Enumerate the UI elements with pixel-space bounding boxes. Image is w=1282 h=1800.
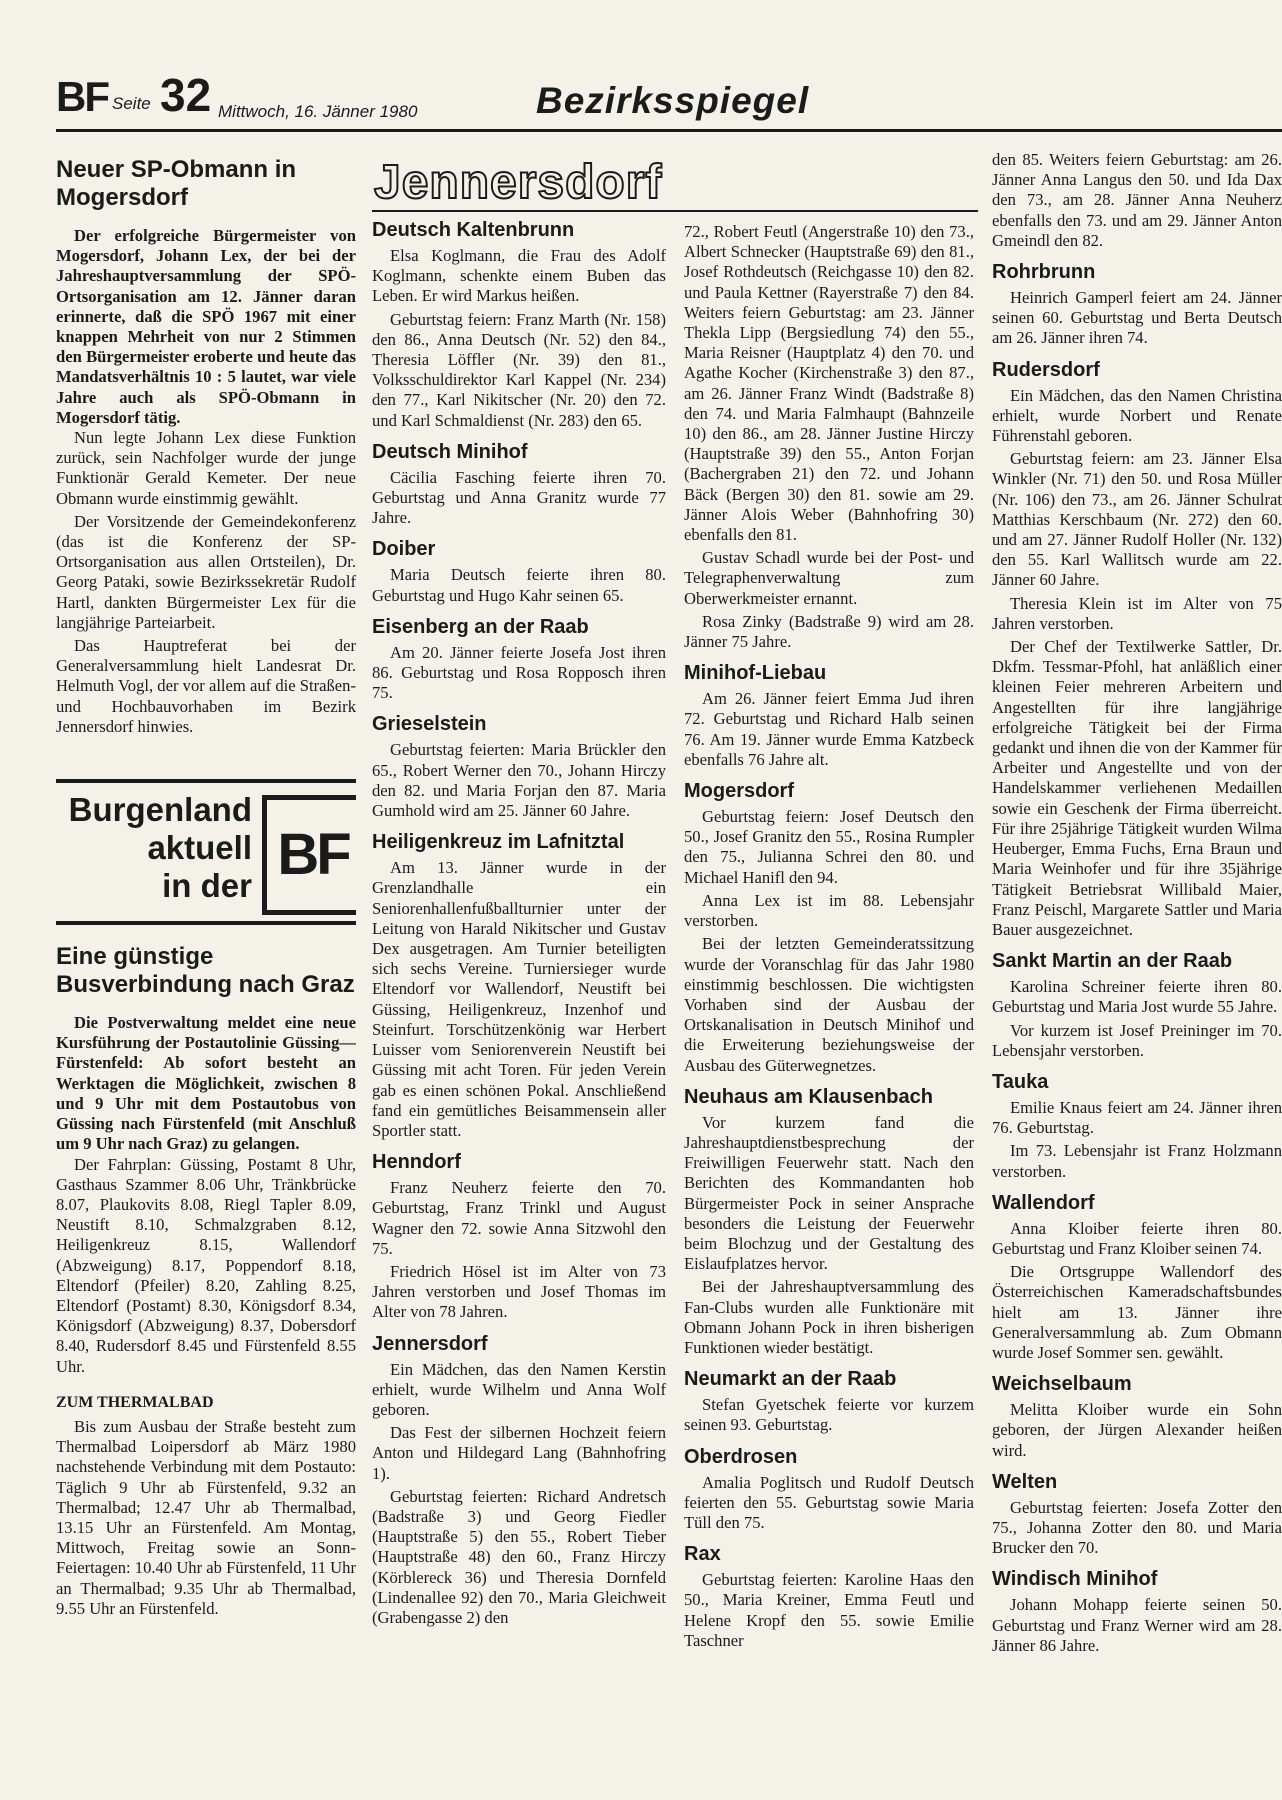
paragraph: Geburtstag feierten: Richard Andretsch (Badstraße 3) und Georg Fiedler (Hauptstraße 5) den 55., Robert Tieber (Hauptstraße 48) den 60., Franz Hirczy (Körblereck 36) und Theresia Dornfeld (Lindenallee 92) den 70., Maria Gleichweit (Grabengasse 2) den xyxy=(372,1486,666,1627)
village-section-heiligenkreuz-im-lafnitztal xyxy=(372,830,666,1141)
article-body-obmann xyxy=(56,428,356,737)
paragraph: Amalia Poglitsch und Rudolf Deutsch feierten den 55. Geburtstag sowie Maria Tüll den 75. xyxy=(684,1472,974,1532)
village-section-windisch-minihof xyxy=(992,1567,1282,1656)
paragraph: Stefan Gyetschek feierte vor kurzem seinen 93. Geburtstag. xyxy=(684,1395,974,1435)
paragraph: Maria Deutsch feierte ihren 80. Geburtstag und Hugo Kahr seinen 65. xyxy=(372,565,666,605)
paragraph: Elsa Koglmann, die Frau des Adolf Koglmann, schenkte einem Buben das Leben. Er wird Markus heißen. xyxy=(372,246,666,306)
village-section-continued xyxy=(684,222,974,652)
paragraph: Geburtstag feiern: Josef Deutsch den 50., Josef Granitz den 55., Rosina Rumpler den 75., Julianna Schrei den 80. und Michael Hanifl den 94. xyxy=(684,807,974,887)
village-heading: Wallendorf xyxy=(992,1191,1095,1214)
paragraph: Das Fest der silbernen Hochzeit feiern Anton und Hildegard Lang (Bahnhofring 1). xyxy=(372,1423,666,1483)
paragraph: Am 13. Jänner wurde in der Grenzlandhalle ein Seniorenhallenfußballturnier unter der Leitung von Harald Nikitscher und Gustav Dex ausgetragen. Am Turnier beteiligten sich sechs Vereine. Turniersieger wurde Eltendorf vor Wallendorf, Neustift bei Güssing, Heiligenkreuz, Inzenhof und Steinfurt. Torschützenkönig war Herbert Luisser vom Seniorenverein Neustift bei Güssing mit acht Toren. Für jeden Verein gab es einen schönen Pokal. Anschließend fand ein gemütliches Beisammensein aller Sportler statt. xyxy=(372,858,666,1140)
paragraph: Im 73. Lebensjahr ist Franz Holzmann verstorben. xyxy=(992,1141,1282,1181)
village-heading: Henndorf xyxy=(372,1151,461,1174)
village-section-tauka xyxy=(992,1070,1282,1182)
header-rule xyxy=(56,129,1282,132)
village-section-continued xyxy=(992,150,1282,251)
article-headline-obmann: Neuer SP-Obmann in Mogersdorf xyxy=(56,156,297,211)
column-1 xyxy=(56,138,356,1780)
village-section-minihof-liebau xyxy=(684,661,974,770)
region-title-graphic xyxy=(372,150,992,210)
paragraph: Karolina Schreiner feierte ihren 80. Geburtstag und Maria Jost wurde 55 Jahre. xyxy=(992,977,1282,1017)
village-heading: Tauka xyxy=(992,1070,1049,1093)
paragraph: Johann Mohapp feierte seinen 50. Geburtstag und Franz Werner wird am 28. Jänner 86 Jahre. xyxy=(992,1595,1282,1655)
column-4 xyxy=(992,150,1282,1780)
village-heading: Mogersdorf xyxy=(684,780,794,803)
village-heading: Oberdrosen xyxy=(684,1445,798,1468)
village-heading: Deutsch Kaltenbrunn xyxy=(372,219,575,241)
village-heading: Windisch Minihof xyxy=(992,1568,1158,1591)
paragraph: Gustav Schadl wurde bei der Post- und Telegraphenverwaltung zum Oberwerkmeister ernannt. xyxy=(684,548,974,608)
paragraph: Emilie Knaus feiert am 24. Jänner ihren 76. Geburtstag. xyxy=(992,1097,1282,1138)
paragraph: Das Hauptreferat bei der Generalversammlung hielt Landesrat Dr. Helmuth Vogl, der vor allem auf die Straßen- und Hochbauvorhaben im Bezirk Jennersdorf hinwies. xyxy=(56,636,356,736)
article-lead-obmann xyxy=(56,226,356,428)
village-section-eisenberg-an-der-raab xyxy=(372,615,666,704)
page-number: 32 xyxy=(160,69,212,121)
paragraph: Bei der Jahreshauptversammlung des Fan-Clubs wurden alle Funktionäre mit Obmann Johann Pock in ihren bisherigen Funktionen wieder bestätigt. xyxy=(684,1277,974,1357)
village-heading: Rax xyxy=(684,1543,721,1566)
region-title: Jennersdorf xyxy=(374,156,663,209)
paragraph: Bei der letzten Gemeinderatssitzung wurde der Voranschlag für das Jahr 1980 einstimmig beschlossen. Die wichtigsten Vorhaben sind der Ausbau der Ortskanalisation in Deutsch Minihof und die Erweiterung beziehungsweise der Ausbau des Güterwegnetzes. xyxy=(684,934,974,1075)
village-heading: Heiligenkreuz im Lafnitztal xyxy=(372,831,625,854)
village-section-grieselstein xyxy=(372,712,666,821)
village-section-rohrbrunn xyxy=(992,260,1282,349)
promo-line: aktuell xyxy=(147,829,252,867)
paragraph: Rosa Zinky (Badstraße 9) wird am 28. Jänner 75 Jahre. xyxy=(684,611,974,652)
village-section-rudersdorf xyxy=(992,358,1282,940)
village-section-wallendorf xyxy=(992,1191,1282,1363)
village-section-jennersdorf xyxy=(372,1332,666,1629)
village-heading: Neumarkt an der Raab xyxy=(684,1368,897,1391)
village-heading: Rudersdorf xyxy=(992,358,1100,381)
article-lead-bus xyxy=(56,1013,356,1154)
issue-date: Mittwoch, 16. Jänner 1980 xyxy=(218,102,418,121)
paragraph: Der Fahrplan: Güssing, Postamt 8 Uhr, Gasthaus Szammer 8.06 Uhr, Tränkbrücke 8.07, Plaukovits 8.08, Riegl Tapler 8.09, Neustift 8.10, Schmalzgraben 8.12, Heiligenkreuz 8.15, Wallendorf (Abzweigung) 8.17, Poppendorf 8.18, Eltendorf (Pfeiler) 8.20, Zahling 8.25, Eltendorf (Postamt) 8.30, Königsdorf 8.34, Königsdorf (Abzweigung) 8.37, Dobersdorf 8.40, Rudersdorf 8.45 und Fürstenfeld 8.55 Uhr. xyxy=(56,1154,356,1376)
village-heading: Neuhaus am Klausenbach xyxy=(684,1085,933,1108)
column-2 xyxy=(372,218,666,1780)
village-heading: Weichselbaum xyxy=(992,1373,1132,1396)
promo-text xyxy=(62,791,252,905)
lead-paragraph: Der erfolgreiche Bürgermeister von Mogersdorf, Johann Lex, der bei der Jahreshauptversammlung der SPÖ-Ortsorganisation am 12. Jänner daran erinnerte, daß die SPÖ 1967 mit einer knappen Mehrheit von nur 2 Stimmen den Bürgermeister eroberte und heute das Mandatsverhältnis 10 : 5 lautet, war viele Jahre auch als SPÖ-Obmann in Mogersdorf tätig. xyxy=(56,226,356,427)
article-headline-bus: Eine günstige Busverbindung nach Graz xyxy=(56,943,355,999)
paragraph: Geburtstag feierten: Maria Brückler den 65., Robert Werner den 70., Johann Hirczy den 82. und Maria Forjan den 87. Maria Gumhold wird am 25. Jänner 60 Jahre. xyxy=(372,740,666,821)
paragraph: Am 20. Jänner feierte Josefa Jost ihren 86. Geburtstag und Rosa Ropposch ihren 75. xyxy=(372,642,666,703)
village-heading: Eisenberg an der Raab xyxy=(372,615,589,638)
section-title: Bezirksspiegel xyxy=(536,80,810,121)
paragraph: Geburtstag feiern: am 23. Jänner Elsa Winkler (Nr. 71) den 50. und Rosa Müller (Nr. 106) den 73., am 26. Jänner Schulrat Matthias Kerschbaum (Nr. 272) den 60. und am 27. Jänner Rudolf Holler (Nr. 132) den 55. Karl Wallitsch wurde am 22. Jänner 60 Jahre. xyxy=(992,449,1282,590)
region-rule xyxy=(372,210,978,212)
paragraph: Bis zum Ausbau der Straße besteht zum Thermalbad Loipersdorf ab März 1980 nachstehende Verbindung mit dem Postauto: Täglich 9 Uhr ab Fürstenfeld, 9.32 an Thermalbad; 12.47 Uhr ab Thermalbad, 13.15 Uhr an Fürstenfeld. Am Montag, Mittwoch, Freitag sowie an Sonn- Feiertagen: 10.40 Uhr ab Fürstenfeld, 11 Uhr an Thermalbad; 9.35 Uhr ab Thermalbad, 9.55 Uhr an Fürstenfeld. xyxy=(56,1416,356,1618)
village-heading: Welten xyxy=(992,1470,1058,1493)
lead-paragraph: Die Postverwaltung meldet eine neue Kursführung der Postautolinie Güssing—Fürstenfeld: Ab sofort besteht an Werktagen die Möglichkeit, zwischen 8 und 9 Uhr mit dem Postautobus von Güssing nach Fürstenfeld (mit Anschluß um 9 Uhr nach Graz) zu gelangen. xyxy=(56,1013,356,1154)
village-section-deutsch-kaltenbrunn xyxy=(372,218,666,431)
page-label: Seite xyxy=(112,94,151,113)
paragraph: Die Ortsgruppe Wallendorf des Österreichischen Kameradschaftsbundes hielt am 13. Jänner ihre Generalversammlung ab. Zum Obmann wurde Josef Sommer sen. gewählt. xyxy=(992,1262,1282,1362)
newspaper-logo: BF xyxy=(56,73,108,120)
paragraph: Vor kurzem ist Josef Preininger im 70. Lebensjahr verstorben. xyxy=(992,1020,1282,1060)
village-heading: Sankt Martin an der Raab xyxy=(992,950,1233,973)
paragraph: Ein Mädchen, das den Namen Kerstin erhielt, wurde Wilhelm und Anna Wolf geboren. xyxy=(372,1359,666,1419)
paragraph: Vor kurzem fand die Jahreshauptdienstbesprechung der Freiwilligen Feuerwehr statt. Nach den Berichten des Kommandanten hob Bürgermeister Pock in seiner Ansprache besonders die Leistung der Feuerwehr beim Blochzug und der Gestaltung des Eislaufplatzes hervor. xyxy=(684,1112,974,1274)
village-heading: Deutsch Minihof xyxy=(372,440,528,463)
village-heading: Grieselstein xyxy=(372,713,487,736)
paragraph: Cäcilia Fasching feierte ihren 70. Geburtstag und Anna Granitz wurde 77 Jahre. xyxy=(372,467,666,528)
subheading-thermalbad: ZUM THERMALBAD xyxy=(56,1393,214,1411)
village-section-rax xyxy=(684,1542,974,1651)
village-heading: Rohrbrunn xyxy=(992,261,1096,284)
village-heading: Doiber xyxy=(372,538,436,561)
promo-logo: BF xyxy=(262,795,356,915)
paragraph: 72., Robert Feutl (Angerstraße 10) den 73., Albert Schnecker (Hauptstraße 69) den 81., Josef Rothdeutsch (Reichgasse 10) den 82. und Paula Kettner (Rayerstraße 7) den 84. Weiters feiern Geburtstag: am 23. Jänner Thekla Lipp (Bergsiedlung 74) den 55., Maria Reisner (Hauptplatz 4) den 70. und Agathe Kocher (Kirchenstraße 3) den 87., am 26. Jänner Franz Windt (Badstraße 8) den 74. und Maria Falmhaupt (Bahnzeile 10) den 86., am 28. Jänner Justine Hirczy (Hauptstraße 39) den 55., Anton Forjan (Bachergraben 21) den 72. und Johann Bäck (Bergen 30) den 81. sowie am 29. Jänner Alois Weber (Bahnhofring 30) ebenfalls den 81. xyxy=(684,222,974,545)
village-section-weichselbaum xyxy=(992,1372,1282,1461)
paragraph: Heinrich Gamperl feiert am 24. Jänner seinen 60. Geburtstag und Berta Deutsch am 26. Jänner ihren 74. xyxy=(992,288,1282,348)
village-section-henndorf xyxy=(372,1150,666,1322)
paragraph: Melitta Kloiber wurde ein Sohn geboren, der Jürgen Alexander heißen wird. xyxy=(992,1400,1282,1460)
paragraph: Anna Lex ist im 88. Lebensjahr verstorben. xyxy=(684,890,974,931)
village-section-mogersdorf xyxy=(684,779,974,1076)
paragraph: Theresia Klein ist im Alter von 75 Jahren verstorben. xyxy=(992,593,1282,633)
promo-line: in der xyxy=(162,867,252,905)
paragraph: Friedrich Hösel ist im Alter von 73 Jahren verstorben und Josef Thomas im Alter von 78 Jahren. xyxy=(372,1261,666,1322)
village-heading: Minihof-Liebau xyxy=(684,662,827,685)
village-section-oberdrosen xyxy=(684,1445,974,1534)
paragraph: Der Vorsitzende der Gemeindekonferenz (das ist die Konferenz der SP-Ortsorganisation aus allen Ortsteilen), Dr. Georg Pataki, sowie Bezirkssekretär Rudolf Hartl, dankten Bürgermeister Lex für die langjährige Parteiarbeit. xyxy=(56,511,356,632)
article-body-bus xyxy=(56,1155,356,1377)
promo-box xyxy=(56,779,356,925)
paragraph: Franz Neuherz feierte den 70. Geburtstag, Franz Trinkl und August Wagner den 72. sowie Anna Sitzwohl den 75. xyxy=(372,1178,666,1258)
paragraph: Geburtstag feiern: Franz Marth (Nr. 158) den 86., Anna Deutsch (Nr. 52) den 84., Theresia Löffler (Nr. 39) den 81., Volksschuldirektor Karl Kappel (Nr. 234) den 77., Karl Nikitscher (Nr. 20) den 72. und Karl Schmaldienst (Nr. 283) den 65. xyxy=(372,309,666,430)
village-section-deutsch-minihof xyxy=(372,440,666,529)
paragraph: den 85. Weiters feiern Geburtstag: am 26. Jänner Anna Langus den 50. und Ida Dax den 73., am 28. Jänner Anna Neuherz ebenfalls den 73. und am 29. Jänner Anton Gmeindl den 82. xyxy=(992,150,1282,250)
column-3 xyxy=(684,222,974,1780)
village-section-neumarkt-an-der-raab xyxy=(684,1367,974,1435)
paragraph: Geburtstag feierten: Karoline Haas den 50., Maria Kreiner, Emma Feutl und Helene Kropf den 55. sowie Emilie Taschner xyxy=(684,1570,974,1650)
paragraph: Der Chef der Textilwerke Sattler, Dr. Dkfm. Tessmar-Pfohl, hat anläßlich einer kleinen Feier mehreren Arbeitern und Angestellten für ihre langjährige erfolgreiche Tätigkeit bei der Firma gedankt und ihnen die von der Kammer für Arbeiter und Angestellte und von der Handelskammer verliehenen Medaillen sowie ein Geschenk der Firma überreicht. Für ihre 25jährige Tätigkeit wurden Wilma Heuberger, Emma Fuchs, Erna Braun und Maria Weinhofer und für ihre 35jährige Tätigkeit Betriebsrat Willibald Maier, Franz Peischl, Margarete Sattler und Maria Bauer ausgezeichnet. xyxy=(992,637,1282,939)
article-body-thermalbad xyxy=(56,1417,356,1619)
paragraph: Geburtstag feierten: Josefa Zotter den 75., Johanna Zotter den 80. und Maria Brucker den 70. xyxy=(992,1497,1282,1558)
village-section-sankt-martin-an-der-raab xyxy=(992,949,1282,1061)
village-section-welten xyxy=(992,1470,1282,1559)
paragraph: Am 26. Jänner feiert Emma Jud ihren 72. Geburtstag und Richard Halb seinen 76. Am 19. Jänner wurde Emma Katzbeck ebenfalls 76 Jahre alt. xyxy=(684,689,974,769)
village-section-neuhaus-am-klausenbach xyxy=(684,1085,974,1358)
village-heading: Jennersdorf xyxy=(372,1332,488,1355)
village-section-doiber xyxy=(372,537,666,605)
paragraph: Nun legte Johann Lex diese Funktion zurück, sein Nachfolger wurde der junge Funktionär Gerald Kemeter. Der neue Obmann wurde einstimmig gewählt. xyxy=(56,428,356,508)
paragraph: Ein Mädchen, das den Namen Christina erhielt, wurde Norbert und Renate Führenstahl geboren. xyxy=(992,385,1282,446)
paragraph: Anna Kloiber feierte ihren 80. Geburtstag und Franz Kloiber seinen 74. xyxy=(992,1218,1282,1258)
promo-line: Burgenland xyxy=(68,791,252,829)
